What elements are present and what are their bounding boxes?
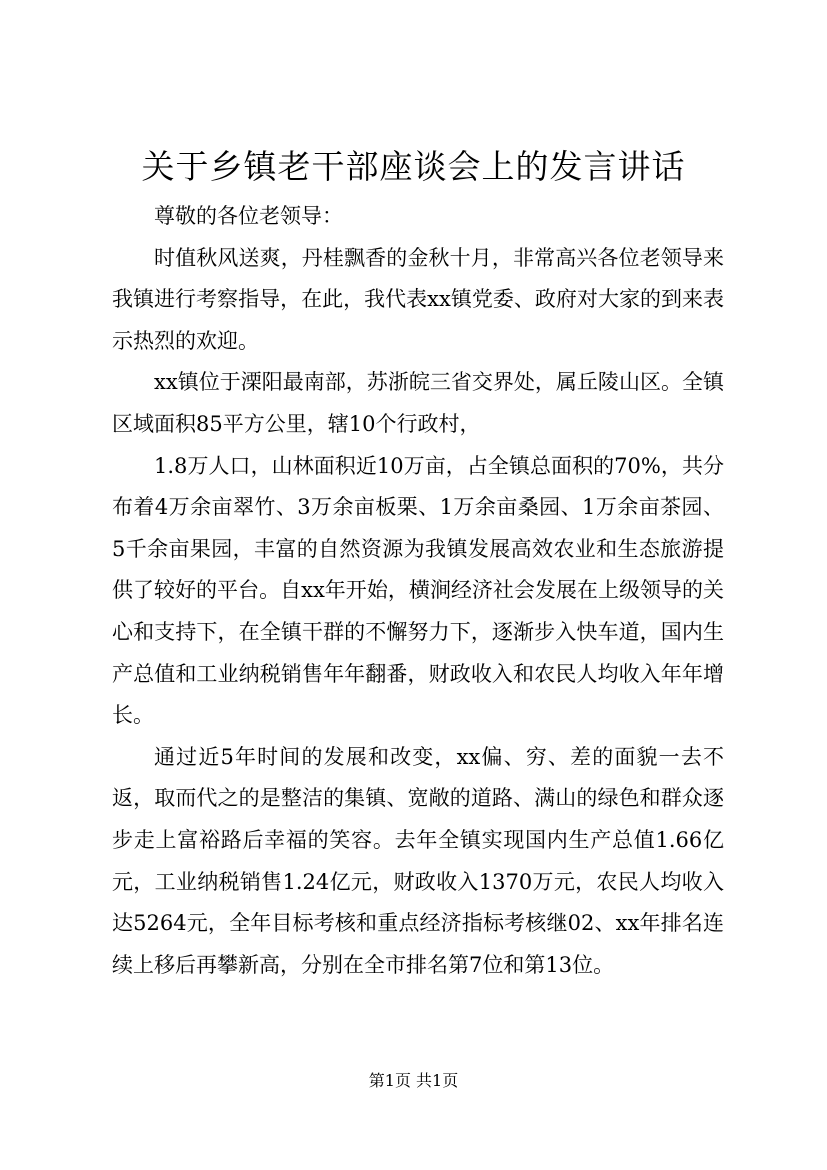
- salutation: 尊敬的各位老领导：: [154, 204, 343, 228]
- paragraph-welcome: 时值秋风送爽，丹桂飘香的金秋十月，非常高兴各位老领导来我镇进行考察指导，在此，我代表xx镇党委、政府对大家的到来表示热烈的欢迎。: [112, 245, 724, 353]
- document-title: 关于乡镇老干部座谈会上的发言讲话: [141, 147, 686, 186]
- document-body: [112, 196, 724, 986]
- paragraph-location: xx镇位于溧阳最南部，苏浙皖三省交界处，属丘陵山区。全镇区域面积85平方公里，辖10个行政村，: [112, 370, 724, 436]
- paragraph-resources: 1.8万人口，山林面积近10万亩，占全镇总面积的70%，共分布着4万余亩翠竹、3万余亩板栗、1万余亩桑园、1万余亩茶园、5千余亩果园，丰富的自然资源为我镇发展高效农业和生态旅游提供了较好的平台。自xx年开始，横涧经济社会发展在上级领导的关心和支持下，在全镇干群的不懈努力下，逐渐步入快车道，国内生产总值和工业纳税销售年年翻番，财政收入和农民人均收入年年增长。: [112, 453, 724, 728]
- paragraph-development: 通过近5年时间的发展和改变，xx偏、穷、差的面貌一去不返，取而代之的是整洁的集镇、宽敞的道路、满山的绿色和群众逐步走上富裕路后幸福的笑容。去年全镇实现国内生产总值1.66亿元，工业纳税销售1.24亿元，财政收入1370万元，农民人均收入达5264元，全年目标考核和重点经济指标考核继02、xx年排名连续上移后再攀新高，分别在全市排名第7位和第13位。: [112, 744, 724, 977]
- page-footer: 第1页 共1页: [368, 1071, 459, 1090]
